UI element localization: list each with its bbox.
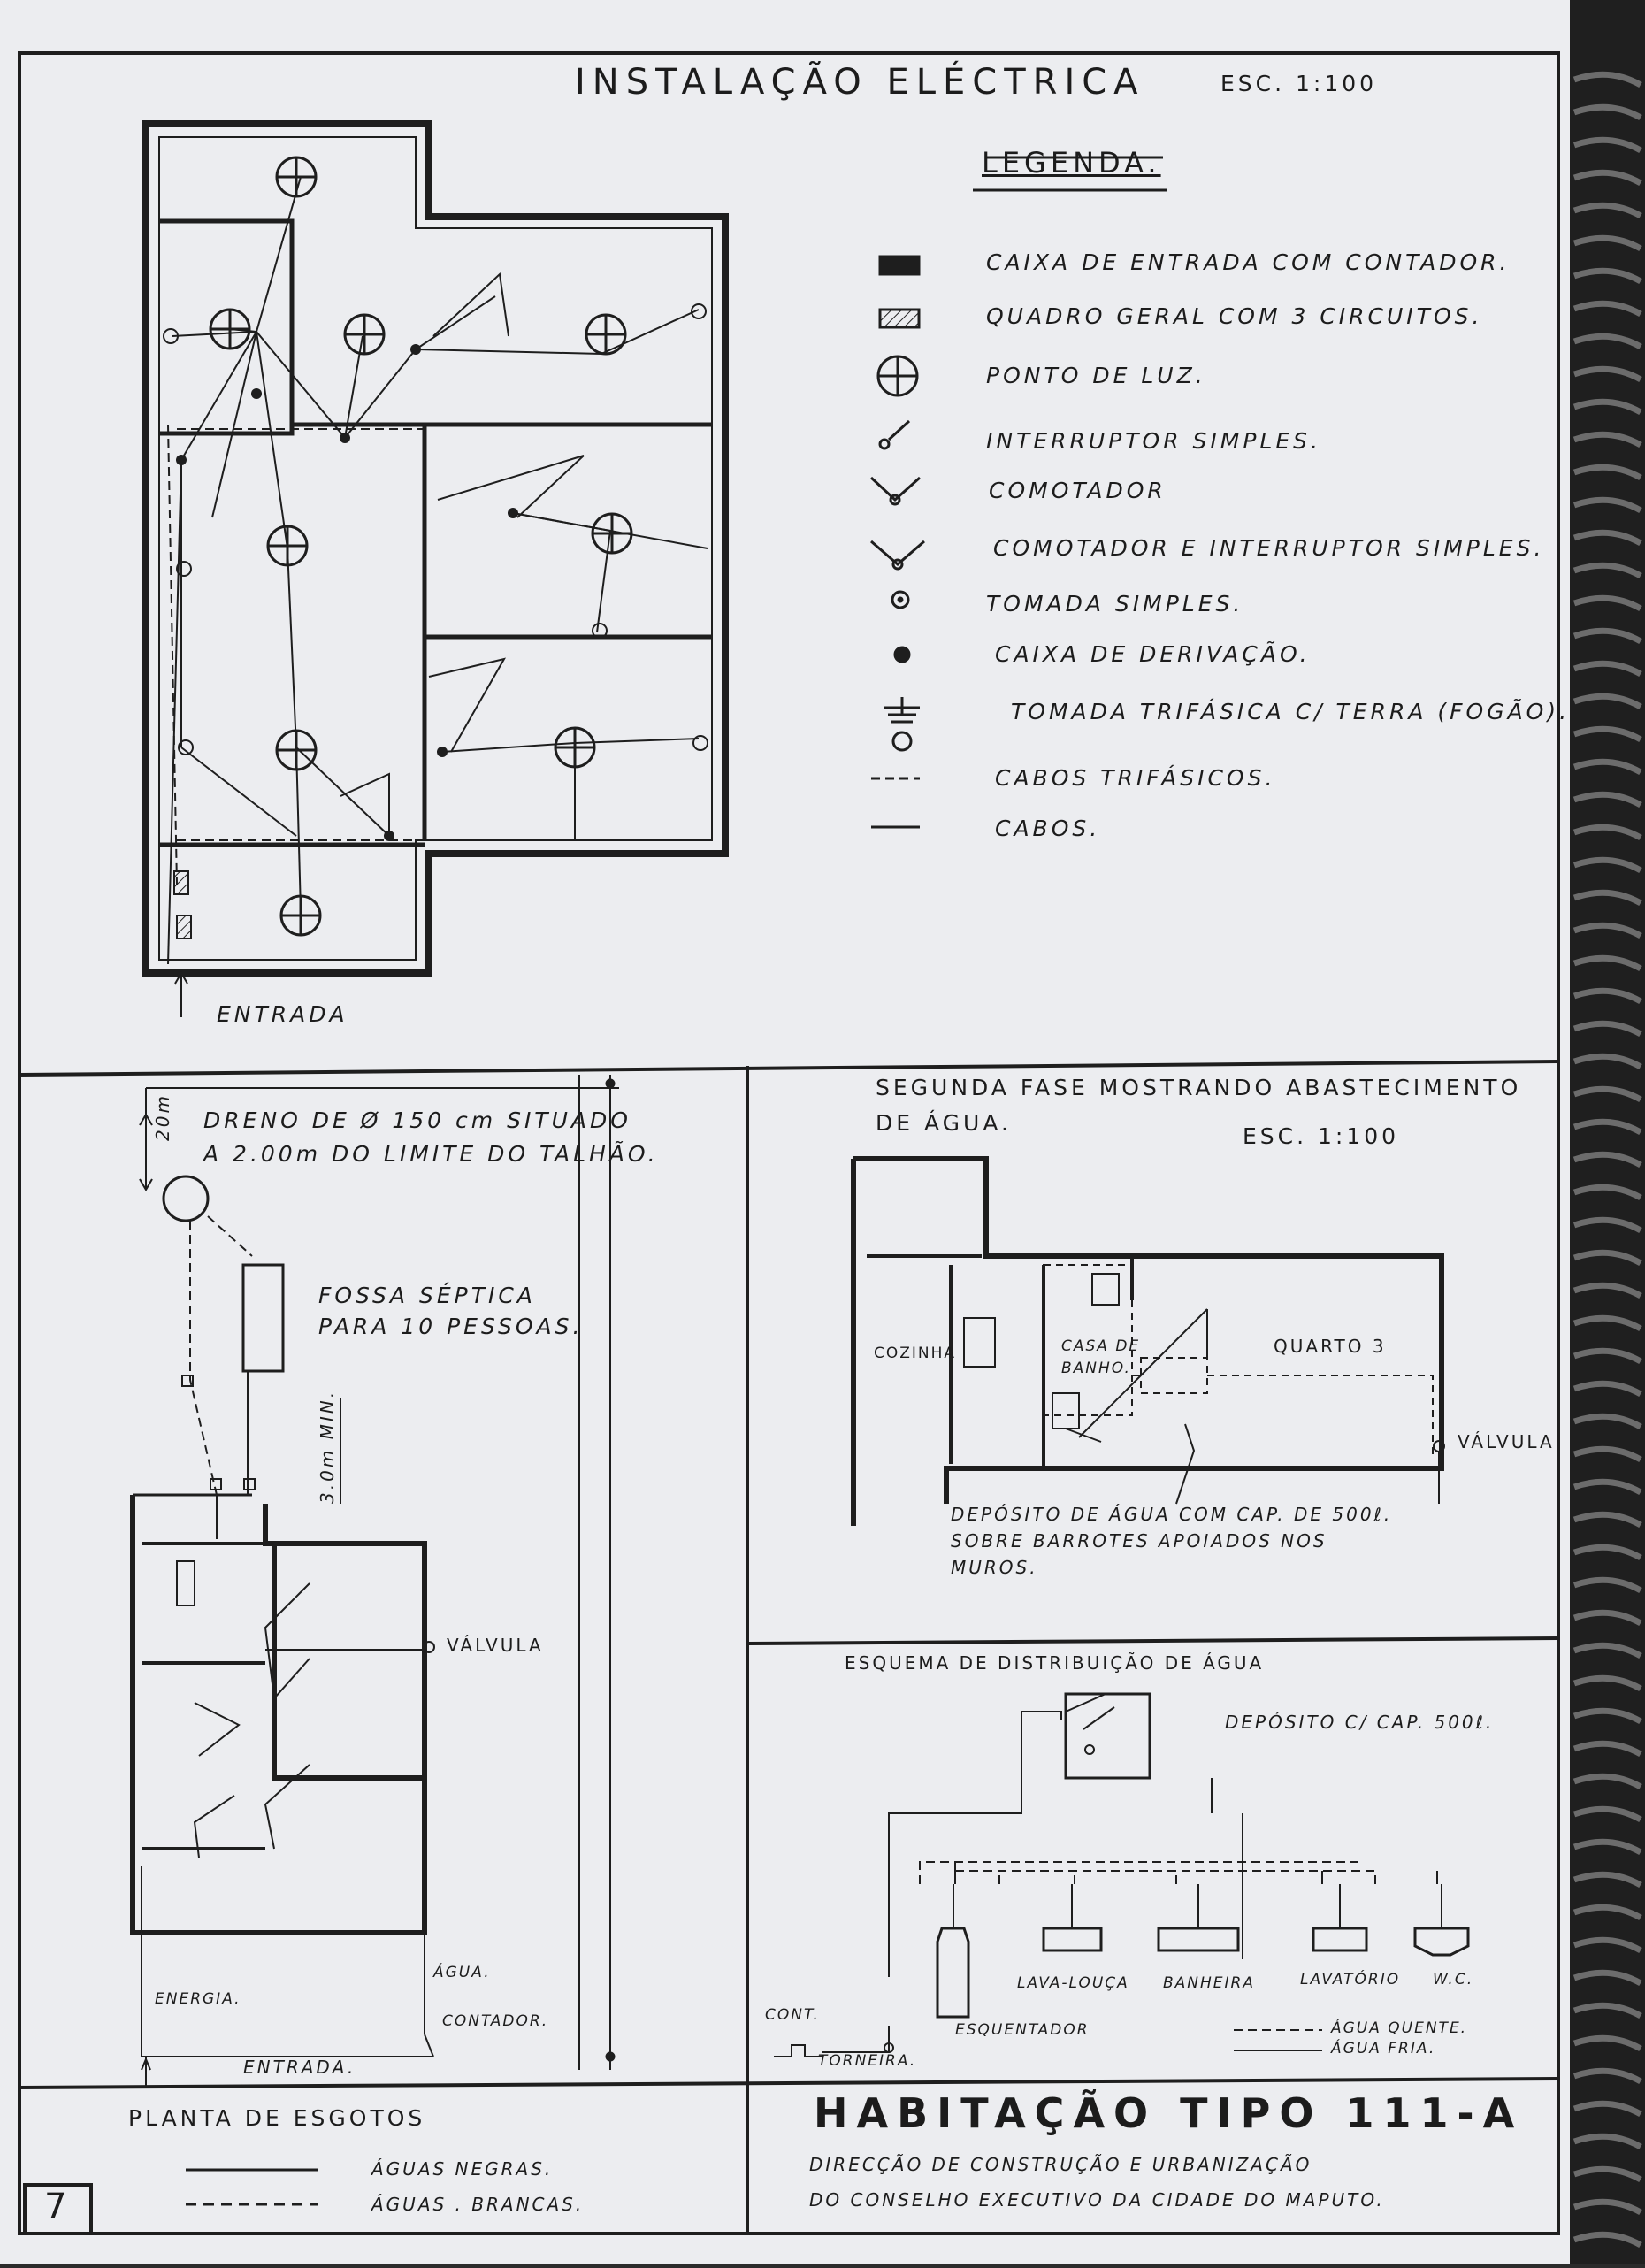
- legend-label-two-way-and-simple: COMOTADOR E INTERRUPTOR SIMPLES.: [993, 535, 1545, 561]
- spiral-coil: [1574, 565, 1641, 576]
- socket-icon: [892, 592, 908, 608]
- dim-30m: 3.0m MIN.: [317, 1389, 338, 1504]
- spiral-coil: [1574, 1940, 1641, 1950]
- spiral-coil: [1574, 1514, 1641, 1525]
- spiral-coil: [1574, 1154, 1641, 1165]
- spiral-coil: [1574, 369, 1641, 379]
- spiral-coils: [1570, 0, 1645, 2264]
- cozinha-label: COZINHA: [874, 1345, 957, 1362]
- legend-hot-water: ÁGUA QUENTE.: [1331, 2019, 1468, 2037]
- spiral-coil: [1574, 958, 1641, 969]
- casa-de-banho-line2: BANHO.: [1061, 1360, 1131, 1377]
- spiral-coil: [1574, 762, 1641, 772]
- spiral-coil: [1574, 434, 1641, 445]
- spiral-coil: [1574, 205, 1641, 216]
- spiral-coil: [1574, 2005, 1641, 2016]
- spiral-coil: [1574, 1645, 1641, 1656]
- spiral-coil: [1574, 1580, 1641, 1590]
- spiral-coil: [1574, 2136, 1641, 2147]
- legend-black-water: ÁGUAS NEGRAS.: [371, 2158, 554, 2180]
- spiral-coil: [1574, 794, 1641, 805]
- deposit-note-line3: MUROS.: [951, 1557, 1038, 1578]
- spiral-coil: [1574, 336, 1641, 347]
- electrical-floor-plan: [146, 124, 725, 1017]
- spiral-coil: [1574, 172, 1641, 183]
- spiral-coil: [1574, 1187, 1641, 1198]
- contador-label: CONTADOR.: [442, 2012, 549, 2030]
- spiral-coil: [1574, 1711, 1641, 1721]
- spiral-coil: [1574, 1253, 1641, 1263]
- fossa-line2: PARA 10 PESSOAS.: [318, 1314, 584, 1339]
- divider-title-block: [19, 2079, 1558, 2088]
- page-number: 7: [44, 2187, 67, 2227]
- spiral-coil: [1574, 893, 1641, 903]
- deposit-note-line2: SOBRE BARROTES APOIADOS NOS: [951, 1530, 1327, 1552]
- legend-label-three-phase-socket: TOMADA TRIFÁSICA C/ TERRA (FOGÃO).: [1011, 699, 1570, 724]
- dim-20m: 20m: [152, 1093, 173, 1141]
- deposit-note-line1: DEPÓSITO DE ÁGUA COM CAP. DE 500ℓ.: [951, 1504, 1393, 1525]
- sewer-valvula: VÁLVULA: [447, 1635, 544, 1656]
- energia-label: ENERGIA.: [155, 1990, 241, 2008]
- spiral-coil: [1574, 1613, 1641, 1623]
- agua-label: ÁGUA.: [433, 1964, 491, 1981]
- spiral-coil: [1574, 663, 1641, 674]
- spiral-coil: [1574, 1874, 1641, 1885]
- esquentador-label: ESQUENTADOR: [955, 2021, 1090, 2039]
- quarto-label: QUARTO 3: [1274, 1336, 1387, 1357]
- spiral-coil: [1574, 925, 1641, 936]
- spiral-coil: [1574, 500, 1641, 510]
- spiral-coil: [1574, 1842, 1641, 1852]
- spiral-coil: [1574, 1743, 1641, 1754]
- divider-water-panels: [747, 1638, 1558, 1644]
- spiral-coil: [1574, 238, 1641, 249]
- legend-label-three-phase-cable: CABOS TRIFÁSICOS.: [995, 765, 1276, 791]
- spiral-coil: [1574, 1122, 1641, 1132]
- spiral-coil: [1574, 1056, 1641, 1067]
- fixture-banheira: BANHEIRA: [1163, 1974, 1255, 1992]
- sewer-entrada-label: ENTRADA.: [243, 2057, 356, 2078]
- spiral-coil: [1574, 1351, 1641, 1361]
- water-supply-title-1: SEGUNDA FASE MOSTRANDO ABASTECIMENTO: [876, 1075, 1522, 1100]
- legend-heading: LEGENDA.: [982, 146, 1161, 180]
- distribution-scheme: [774, 1694, 1468, 2057]
- spiral-coil: [1574, 1482, 1641, 1492]
- spiral-coil: [1574, 303, 1641, 314]
- spiral-coil: [1574, 2234, 1641, 2245]
- two-way-switch-icon: [871, 478, 920, 504]
- fossa-line1: FOSSA SÉPTICA: [318, 1283, 536, 1308]
- legend-label-meter-box: CAIXA DE ENTRADA COM CONTADOR.: [986, 249, 1511, 275]
- legend-symbols: [871, 257, 924, 827]
- spiral-coil: [1574, 1285, 1641, 1296]
- legend-cold-water: ÁGUA FRIA.: [1331, 2040, 1436, 2057]
- legend-label-simple-switch: INTERRUPTOR SIMPLES.: [986, 428, 1321, 454]
- fixture-lavatorio: LAVATÓRIO: [1300, 1971, 1401, 1988]
- light-point-icon: [878, 356, 917, 395]
- spiral-coil: [1574, 2103, 1641, 2114]
- panel-icon: [880, 310, 919, 327]
- three-phase-socket-icon: [884, 697, 920, 750]
- fixture-wc: W.C.: [1433, 1971, 1474, 1988]
- distribution-deposit: DEPÓSITO C/ CAP. 500ℓ.: [1225, 1712, 1495, 1733]
- spiral-coil: [1574, 1678, 1641, 1689]
- spiral-coil: [1574, 2038, 1641, 2049]
- spiral-coil: [1574, 402, 1641, 412]
- distribution-title: ESQUEMA DE DISTRIBUIÇÃO DE ÁGUA: [845, 1652, 1265, 1674]
- spiral-coil: [1574, 729, 1641, 739]
- divider-horizontal-top: [19, 1061, 1558, 1075]
- spiral-coil: [1574, 1809, 1641, 1820]
- title-block-sub-1: DIRECÇÃO DE CONSTRUÇÃO E URBANIZAÇÃO: [809, 2154, 1312, 2175]
- spiral-coil: [1574, 631, 1641, 641]
- meter-box-icon: [880, 257, 919, 274]
- legend-label-two-way-switch: COMOTADOR: [989, 478, 1167, 503]
- casa-de-banho-line1: CASA DE: [1061, 1337, 1141, 1355]
- junction-box-icon: [895, 647, 909, 662]
- simple-switch-icon: [880, 421, 909, 448]
- spiral-binding: [1570, 0, 1645, 2264]
- spiral-coil: [1574, 467, 1641, 478]
- spiral-coil: [1574, 1907, 1641, 1918]
- spiral-coil: [1574, 140, 1641, 150]
- legend-label-panel: QUADRO GERAL COM 3 CIRCUITOS.: [986, 303, 1483, 329]
- spiral-coil: [1574, 74, 1641, 85]
- legend-grey-water: ÁGUAS . BRANCAS.: [371, 2194, 585, 2215]
- spiral-coil: [1574, 1089, 1641, 1100]
- spiral-coil: [1574, 696, 1641, 707]
- spiral-coil: [1574, 1023, 1641, 1034]
- legend-label-junction-box: CAIXA DE DERIVAÇÃO.: [995, 641, 1311, 667]
- cont-label: CONT.: [765, 2006, 820, 2024]
- spiral-coil: [1574, 1383, 1641, 1394]
- fixture-lava-louca: LAVA-LOUÇA: [1017, 1974, 1129, 1992]
- two-way-and-simple-switch-icon: [871, 541, 924, 569]
- title-block-main: HABITAÇÃO TIPO 111-A: [814, 2089, 1524, 2137]
- spiral-coil: [1574, 533, 1641, 543]
- spiral-coil: [1574, 2169, 1641, 2180]
- sewer-plan-title: PLANTA DE ESGOTOS: [128, 2105, 426, 2131]
- spiral-coil: [1574, 991, 1641, 1001]
- water-supply-title-2: DE ÁGUA.: [876, 1110, 1012, 1136]
- title-block-sub-2: DO CONSELHO EXECUTIVO DA CIDADE DO MAPUTO.: [809, 2189, 1385, 2211]
- legend-label-light-point: PONTO DE LUZ.: [986, 363, 1206, 388]
- scale-label: ESC. 1:100: [1220, 71, 1378, 96]
- spiral-coil: [1574, 1776, 1641, 1787]
- water-supply-scale: ESC. 1:100: [1243, 1123, 1400, 1149]
- spiral-coil: [1574, 1973, 1641, 1983]
- dreno-note-line1: DRENO DE Ø 150 cm SITUADO: [203, 1107, 631, 1133]
- spiral-coil: [1574, 827, 1641, 838]
- dreno-note-line2: A 2.00m DO LIMITE DO TALHÃO.: [203, 1141, 659, 1167]
- spiral-coil: [1574, 1318, 1641, 1329]
- spiral-coil: [1574, 271, 1641, 281]
- spiral-coil: [1574, 2071, 1641, 2081]
- entrada-label: ENTRADA: [217, 1001, 348, 1027]
- water-valvula: VÁLVULA: [1458, 1431, 1555, 1452]
- legend-label-socket: TOMADA SIMPLES.: [986, 591, 1244, 617]
- spiral-coil: [1574, 1449, 1641, 1460]
- legend-label-cable: CABOS.: [995, 816, 1101, 841]
- torneira-label: TORNEIRA.: [818, 2052, 917, 2070]
- spiral-coil: [1574, 2202, 1641, 2212]
- spiral-coil: [1574, 107, 1641, 118]
- spiral-coil: [1574, 598, 1641, 609]
- page-title: INSTALAÇÃO ELÉCTRICA: [575, 62, 1145, 103]
- spiral-coil: [1574, 1416, 1641, 1427]
- spiral-coil: [1574, 1220, 1641, 1230]
- spiral-coil: [1574, 1547, 1641, 1558]
- spiral-coil: [1574, 860, 1641, 870]
